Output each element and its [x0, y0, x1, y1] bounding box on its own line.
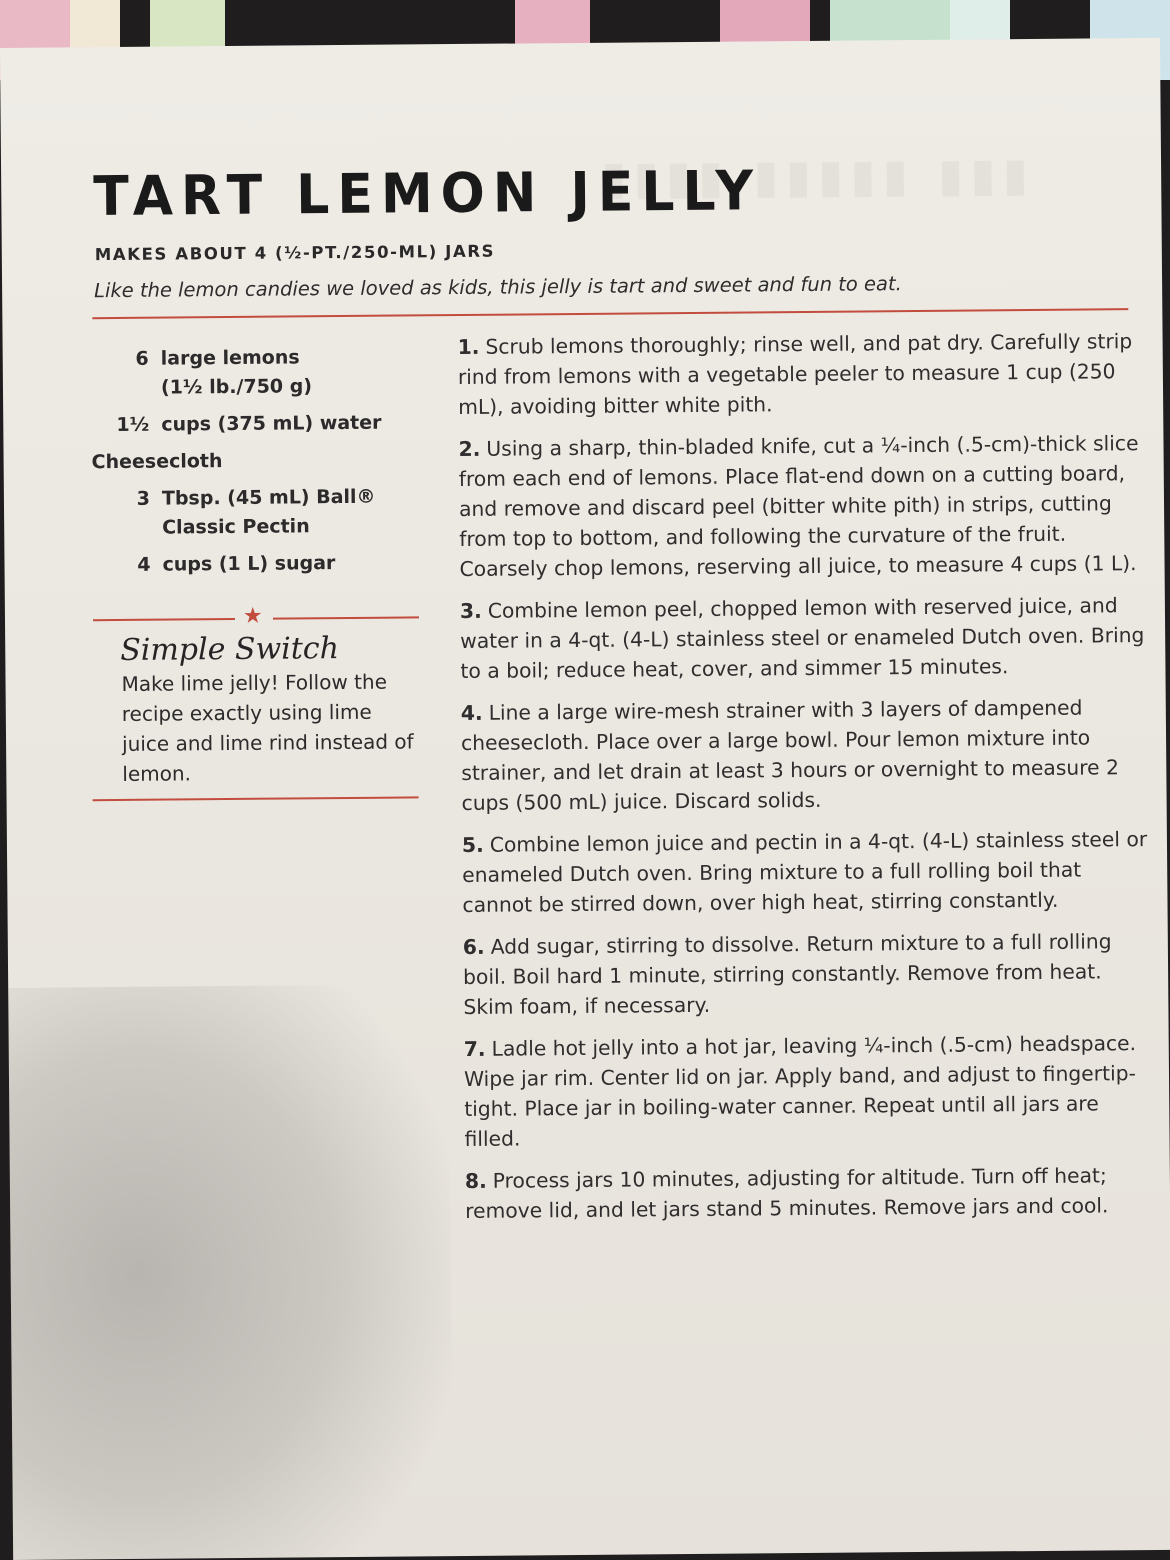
step-text: Ladle hot jelly into a hot jar, leaving ¼-inch (.5-cm) headspace. Wipe jar rim. Center lid on jar. Apply band, and adjust to fingertip-tight. Place jar in boiling-water canner. Repeat until all jars are filled.	[463, 1031, 1137, 1151]
ingredient-item	[92, 482, 422, 543]
step-number: 3.	[459, 598, 482, 624]
ingredient-text: large lemons (1½ lb./750 g)	[160, 346, 313, 399]
divider-line-right	[273, 616, 419, 619]
step-text: Line a large wire-mesh strainer with 3 layers of dampened cheesecloth. Place over a large bowl. Pour lemon mixture into strainer, and let drain at least 3 hours or overnight to measure 2 cups (500 mL) juice. Discard solids.	[460, 695, 1120, 816]
ingredient-text: cups (1 L) sugar	[162, 552, 336, 576]
step-text: Add sugar, stirring to dissolve. Return mixture to a full rolling boil. Boil hard 1 minute, stirring constantly. Remove from heat. Skim foam, if necessary.	[463, 929, 1112, 1019]
ingredient-item	[91, 408, 421, 440]
star-icon: ★	[242, 603, 263, 629]
step-text: Combine lemon peel, chopped lemon with reserved juice, and water in a 4-qt. (4-L) stainless steel or enameled Dutch oven. Bring to a boil; reduce heat, cover, and simmer 15 minutes.	[460, 593, 1145, 684]
method-step	[463, 926, 1154, 1022]
ingredient-text: Tbsp. (45 mL) Ball® Classic Pectin	[161, 485, 376, 539]
step-text: Process jars 10 minutes, adjusting for altitude. Turn off heat; remove lid, and let jars stand 5 minutes. Remove jars and cool.	[465, 1163, 1109, 1223]
method-step	[462, 824, 1153, 920]
ingredient-qty: 3	[136, 487, 151, 510]
ingredient-item	[91, 342, 421, 403]
step-text: Combine lemon juice and pectin in a 4-qt. (4-L) stainless steel or enameled Dutch oven. Bring mixture to a full rolling boil that cannot be stirred down, over high heat, stirring constantly.	[462, 827, 1148, 917]
ingredient-qty: 1½	[116, 413, 150, 436]
step-number: 1.	[457, 334, 480, 360]
ingredient-item	[91, 445, 421, 477]
step-number: 8.	[464, 1168, 487, 1193]
sidebar-bottom-divider	[93, 796, 419, 800]
method-steps	[457, 326, 1155, 1238]
method-step	[460, 590, 1151, 686]
step-text: Using a sharp, thin-bladed knife, cut a ¼-inch (.5-cm)-thick slice from each end of lemons. Place flat-end down on a cutting board, and remove and discard peel (bitter white pith) in strips, cutting from top to bottom, and following the curvature of the fruit. Coarsely chop lemons, reserving all juice, to measure 4 cups (1 L).	[458, 431, 1139, 582]
divider-line-left	[93, 618, 235, 621]
ingredient-text: Cheesecloth	[91, 450, 223, 474]
recipe-yield: MAKES ABOUT 4 (½-PT./250-ML) JARS	[94, 241, 496, 265]
step-number: 5.	[461, 832, 484, 857]
method-step	[457, 326, 1148, 422]
method-step	[464, 1028, 1155, 1154]
method-step	[465, 1160, 1155, 1226]
header-divider	[92, 308, 1128, 319]
simple-switch-title: Simple Switch	[120, 631, 340, 668]
ingredient-list	[91, 342, 423, 588]
recipe-title: TART LEMON JELLY	[93, 159, 762, 229]
method-step	[461, 692, 1152, 818]
hand-shadow	[0, 984, 454, 1560]
star-divider	[93, 603, 419, 629]
ingredient-text: cups (375 mL) water	[161, 411, 382, 436]
step-text: Scrub lemons thoroughly; rinse well, and pat dry. Carefully strip rind from lemons with a vegetable peeler to measure 1 cup (250 mL), avoiding bitter white pith.	[457, 329, 1133, 420]
recipe-page	[0, 38, 1170, 1560]
step-number: 6.	[462, 934, 485, 959]
ingredient-item	[92, 548, 422, 580]
ingredient-qty: 4	[137, 553, 151, 576]
step-number: 7.	[463, 1036, 486, 1061]
recipe-intro: Like the lemon candies we loved as kids, this jelly is tart and sweet and fun to eat.	[94, 272, 902, 303]
show-through-text: ▮▮▮▮ ▮▮▮▮▮ ▮▮▮	[600, 146, 1036, 205]
step-number: 4.	[460, 700, 483, 726]
simple-switch-body: Make lime jelly! Follow the recipe exactly using lime juice and lime rind instead of lemon.	[121, 669, 414, 786]
method-step	[458, 428, 1149, 584]
step-number: 2.	[458, 436, 481, 462]
ingredient-qty: 6	[135, 347, 149, 370]
